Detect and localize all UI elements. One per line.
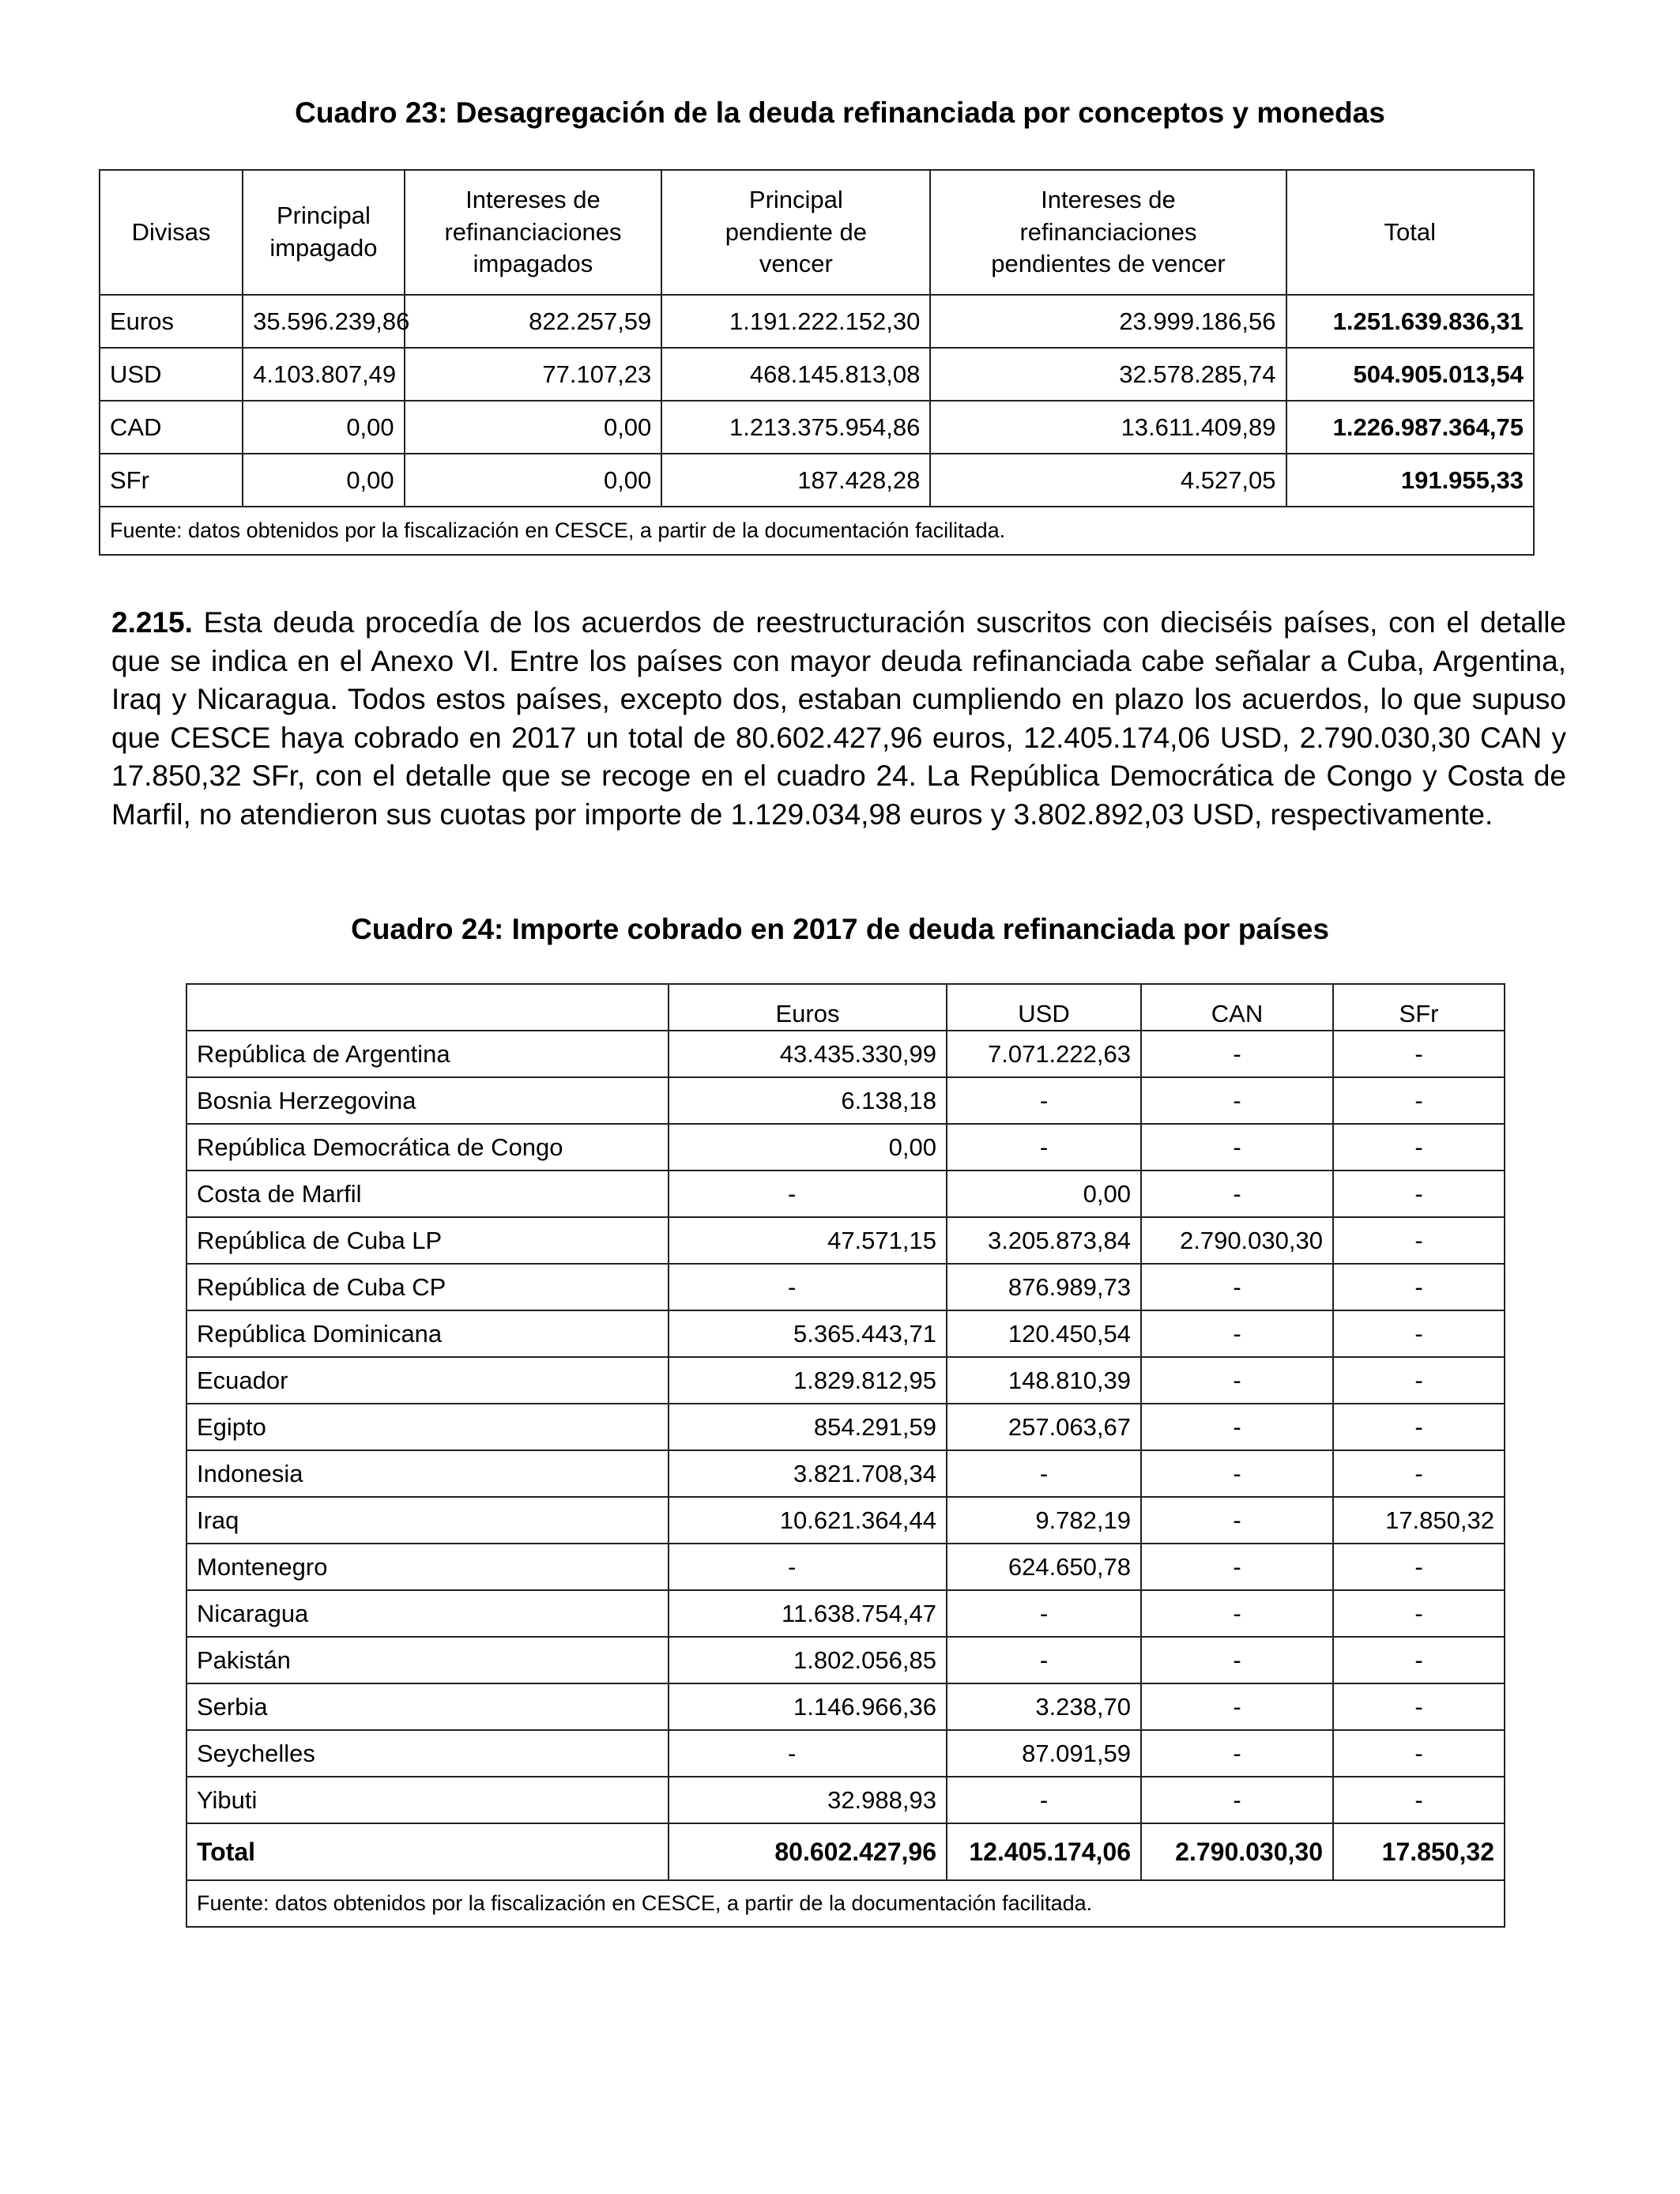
table-cell: 148.810,39 bbox=[947, 1357, 1141, 1404]
table-row bbox=[186, 1590, 1505, 1637]
total-cell: 80.602.427,96 bbox=[669, 1823, 947, 1880]
table-24-header: CAN bbox=[1141, 984, 1333, 1031]
table-cell: - bbox=[1333, 1264, 1505, 1310]
table-24-source: Fuente: datos obtenidos por la fiscalización en CESCE, a partir de la documentación facilitada. bbox=[186, 1880, 1505, 1927]
table-row bbox=[186, 1077, 1505, 1124]
table-cell: 5.365.443,71 bbox=[669, 1310, 947, 1357]
table-cell: 1.191.222.152,30 bbox=[661, 295, 930, 348]
table-cell: 3.205.873,84 bbox=[947, 1217, 1141, 1264]
table-cell: - bbox=[1333, 1777, 1505, 1823]
table-cell: - bbox=[1141, 1031, 1333, 1077]
table-cell: 876.989,73 bbox=[947, 1264, 1141, 1310]
table-cell: - bbox=[1141, 1497, 1333, 1544]
country-label: República de Argentina bbox=[186, 1031, 669, 1077]
table-23-title: Cuadro 23: Desagregación de la deuda refinanciada por conceptos y monedas bbox=[295, 96, 1385, 129]
table-24-header: Euros bbox=[669, 984, 947, 1031]
table-cell: - bbox=[1333, 1730, 1505, 1777]
table-row bbox=[186, 1450, 1505, 1497]
table-cell: - bbox=[1333, 1031, 1505, 1077]
country-label: Serbia bbox=[186, 1683, 669, 1730]
table-23-header: Principal impagado bbox=[243, 170, 405, 295]
table-cell: - bbox=[947, 1450, 1141, 1497]
table-cell: - bbox=[1141, 1544, 1333, 1590]
table-cell: - bbox=[1141, 1124, 1333, 1171]
table-23-source: Fuente: datos obtenidos por la fiscalización en CESCE, a partir de la documentación facilitada. bbox=[100, 507, 1534, 555]
total-cell: 12.405.174,06 bbox=[947, 1823, 1141, 1880]
table-cell: - bbox=[1333, 1310, 1505, 1357]
country-label: Nicaragua bbox=[186, 1590, 669, 1637]
table-cell: - bbox=[1141, 1683, 1333, 1730]
table-23-header: Total bbox=[1286, 170, 1534, 295]
country-label: Costa de Marfil bbox=[186, 1171, 669, 1217]
total-label: Total bbox=[186, 1823, 669, 1880]
country-label: Montenegro bbox=[186, 1544, 669, 1590]
table-row bbox=[186, 1031, 1505, 1077]
country-label: República Democrática de Congo bbox=[186, 1124, 669, 1171]
table-cell: - bbox=[1333, 1683, 1505, 1730]
total-cell: 17.850,32 bbox=[1333, 1823, 1505, 1880]
table-cell: - bbox=[1141, 1637, 1333, 1683]
country-label: República de Cuba CP bbox=[186, 1264, 669, 1310]
table-cell: - bbox=[669, 1264, 947, 1310]
table-cell: - bbox=[1333, 1171, 1505, 1217]
table-row bbox=[100, 454, 1534, 507]
table-cell: - bbox=[1333, 1124, 1505, 1171]
table-cell: 32.578.285,74 bbox=[930, 348, 1286, 401]
currency-label: Euros bbox=[100, 295, 243, 348]
table-cell: - bbox=[947, 1590, 1141, 1637]
table-cell: - bbox=[1333, 1544, 1505, 1590]
table-23-header: Intereses de refinanciaciones pendientes de vencer bbox=[930, 170, 1286, 295]
table-cell: 120.450,54 bbox=[947, 1310, 1141, 1357]
table-cell: 257.063,67 bbox=[947, 1404, 1141, 1450]
table-cell: 1.802.056,85 bbox=[669, 1637, 947, 1683]
table-24-header: USD bbox=[947, 984, 1141, 1031]
table-23-header: Principal pendiente de vencer bbox=[661, 170, 930, 295]
table-cell: - bbox=[1141, 1730, 1333, 1777]
table-cell: 468.145.813,08 bbox=[661, 348, 930, 401]
table-cell: 23.999.186,56 bbox=[930, 295, 1286, 348]
country-label: República Dominicana bbox=[186, 1310, 669, 1357]
table-cell: - bbox=[1141, 1264, 1333, 1310]
table-row bbox=[186, 1404, 1505, 1450]
paragraph-2-215 bbox=[111, 604, 1566, 834]
table-cell: - bbox=[669, 1544, 947, 1590]
country-label: Pakistán bbox=[186, 1637, 669, 1683]
table-cell: 87.091,59 bbox=[947, 1730, 1141, 1777]
country-label: Ecuador bbox=[186, 1357, 669, 1404]
table-cell: - bbox=[1141, 1777, 1333, 1823]
currency-label: SFr bbox=[100, 454, 243, 507]
table-23 bbox=[99, 169, 1535, 556]
table-cell: 187.428,28 bbox=[661, 454, 930, 507]
table-row bbox=[186, 1217, 1505, 1264]
table-cell: 11.638.754,47 bbox=[669, 1590, 947, 1637]
table-cell: 9.782,19 bbox=[947, 1497, 1141, 1544]
table-cell: - bbox=[947, 1637, 1141, 1683]
table-row bbox=[186, 1357, 1505, 1404]
country-label: Egipto bbox=[186, 1404, 669, 1450]
table-24-header: SFr bbox=[1333, 984, 1505, 1031]
table-cell: - bbox=[1141, 1310, 1333, 1357]
table-cell: 2.790.030,30 bbox=[1141, 1217, 1333, 1264]
table-cell: 0,00 bbox=[947, 1171, 1141, 1217]
table-row bbox=[100, 348, 1534, 401]
table-row bbox=[186, 1264, 1505, 1310]
paragraph-number: 2.215. bbox=[111, 606, 193, 639]
table-row bbox=[186, 1124, 1505, 1171]
total-cell: 191.955,33 bbox=[1286, 454, 1534, 507]
table-cell: - bbox=[1333, 1450, 1505, 1497]
table-cell: 1.146.966,36 bbox=[669, 1683, 947, 1730]
table-cell: 17.850,32 bbox=[1333, 1497, 1505, 1544]
table-cell: 3.238,70 bbox=[947, 1683, 1141, 1730]
table-cell: - bbox=[1333, 1637, 1505, 1683]
table-cell: - bbox=[1333, 1404, 1505, 1450]
table-cell: 0,00 bbox=[243, 454, 405, 507]
table-cell: 13.611.409,89 bbox=[930, 401, 1286, 454]
table-cell: - bbox=[947, 1077, 1141, 1124]
table-24 bbox=[186, 983, 1505, 1928]
country-label: República de Cuba LP bbox=[186, 1217, 669, 1264]
currency-label: USD bbox=[100, 348, 243, 401]
table-cell: 0,00 bbox=[405, 401, 662, 454]
table-row bbox=[186, 1637, 1505, 1683]
table-cell: 47.571,15 bbox=[669, 1217, 947, 1264]
table-cell: - bbox=[947, 1777, 1141, 1823]
table-row bbox=[100, 401, 1534, 454]
table-cell: 0,00 bbox=[669, 1124, 947, 1171]
table-cell: - bbox=[1141, 1077, 1333, 1124]
table-cell: 6.138,18 bbox=[669, 1077, 947, 1124]
table-cell: - bbox=[1333, 1077, 1505, 1124]
table-cell: - bbox=[1141, 1357, 1333, 1404]
table-cell: 1.829.812,95 bbox=[669, 1357, 947, 1404]
table-cell: 3.821.708,34 bbox=[669, 1450, 947, 1497]
table-cell: 854.291,59 bbox=[669, 1404, 947, 1450]
table-cell: 4.103.807,49 bbox=[243, 348, 405, 401]
table-cell: 7.071.222,63 bbox=[947, 1031, 1141, 1077]
country-label: Yibuti bbox=[186, 1777, 669, 1823]
table-cell: - bbox=[669, 1171, 947, 1217]
country-label: Seychelles bbox=[186, 1730, 669, 1777]
table-row bbox=[186, 1730, 1505, 1777]
table-cell: 35.596.239,86 bbox=[243, 295, 405, 348]
table-cell: 822.257,59 bbox=[405, 295, 662, 348]
total-row bbox=[186, 1823, 1505, 1880]
table-row bbox=[186, 1544, 1505, 1590]
table-cell: 0,00 bbox=[405, 454, 662, 507]
table-24-header bbox=[186, 984, 669, 1031]
table-cell: - bbox=[669, 1730, 947, 1777]
table-row bbox=[186, 1310, 1505, 1357]
table-row bbox=[186, 1497, 1505, 1544]
table-cell: - bbox=[1333, 1590, 1505, 1637]
table-cell: 0,00 bbox=[243, 401, 405, 454]
table-cell: 624.650,78 bbox=[947, 1544, 1141, 1590]
total-cell: 1.251.639.836,31 bbox=[1286, 295, 1534, 348]
table-cell: - bbox=[1141, 1450, 1333, 1497]
table-cell: - bbox=[1333, 1357, 1505, 1404]
table-23-header: Divisas bbox=[100, 170, 243, 295]
table-cell: 32.988,93 bbox=[669, 1777, 947, 1823]
country-label: Iraq bbox=[186, 1497, 669, 1544]
table-row bbox=[186, 1683, 1505, 1730]
table-24-title: Cuadro 24: Importe cobrado en 2017 de deuda refinanciada por países bbox=[351, 913, 1329, 945]
table-cell: - bbox=[1141, 1590, 1333, 1637]
table-cell: - bbox=[1333, 1217, 1505, 1264]
country-label: Bosnia Herzegovina bbox=[186, 1077, 669, 1124]
currency-label: CAD bbox=[100, 401, 243, 454]
table-row bbox=[100, 295, 1534, 348]
paragraph-text: Esta deuda procedía de los acuerdos de reestructuración suscritos con dieciséis países, con el detalle que se indica en el Anexo VI. Entre los países con mayor deuda refinanciada cabe señalar a Cuba, Argentina, Iraq y Nicaragua. Todos estos países, excepto dos, estaban cumpliendo en plazo los acuerdos, lo que supuso que CESCE haya cobrado en 2017 un total de 80.602.427,96 euros, 12.405.174,06 USD, 2.790.030,30 CAN y 17.850,32 SFr, con el detalle que se recoge en el cuadro 24. La República Democrática de Congo y Costa de Marfil, no atendieron sus cuotas por importe de 1.129.034,98 euros y 3.802.892,03 USD, respectivamente. bbox=[111, 606, 1567, 831]
table-23-header: Intereses de refinanciaciones impagados bbox=[405, 170, 662, 295]
table-cell: 77.107,23 bbox=[405, 348, 662, 401]
table-cell: 1.213.375.954,86 bbox=[661, 401, 930, 454]
table-cell: 43.435.330,99 bbox=[669, 1031, 947, 1077]
table-cell: - bbox=[947, 1124, 1141, 1171]
table-cell: - bbox=[1141, 1171, 1333, 1217]
table-cell: 10.621.364,44 bbox=[669, 1497, 947, 1544]
table-cell: - bbox=[1141, 1404, 1333, 1450]
table-cell: 4.527,05 bbox=[930, 454, 1286, 507]
total-cell: 504.905.013,54 bbox=[1286, 348, 1534, 401]
total-cell: 1.226.987.364,75 bbox=[1286, 401, 1534, 454]
total-cell: 2.790.030,30 bbox=[1141, 1823, 1333, 1880]
table-row bbox=[186, 1171, 1505, 1217]
country-label: Indonesia bbox=[186, 1450, 669, 1497]
table-row bbox=[186, 1777, 1505, 1823]
